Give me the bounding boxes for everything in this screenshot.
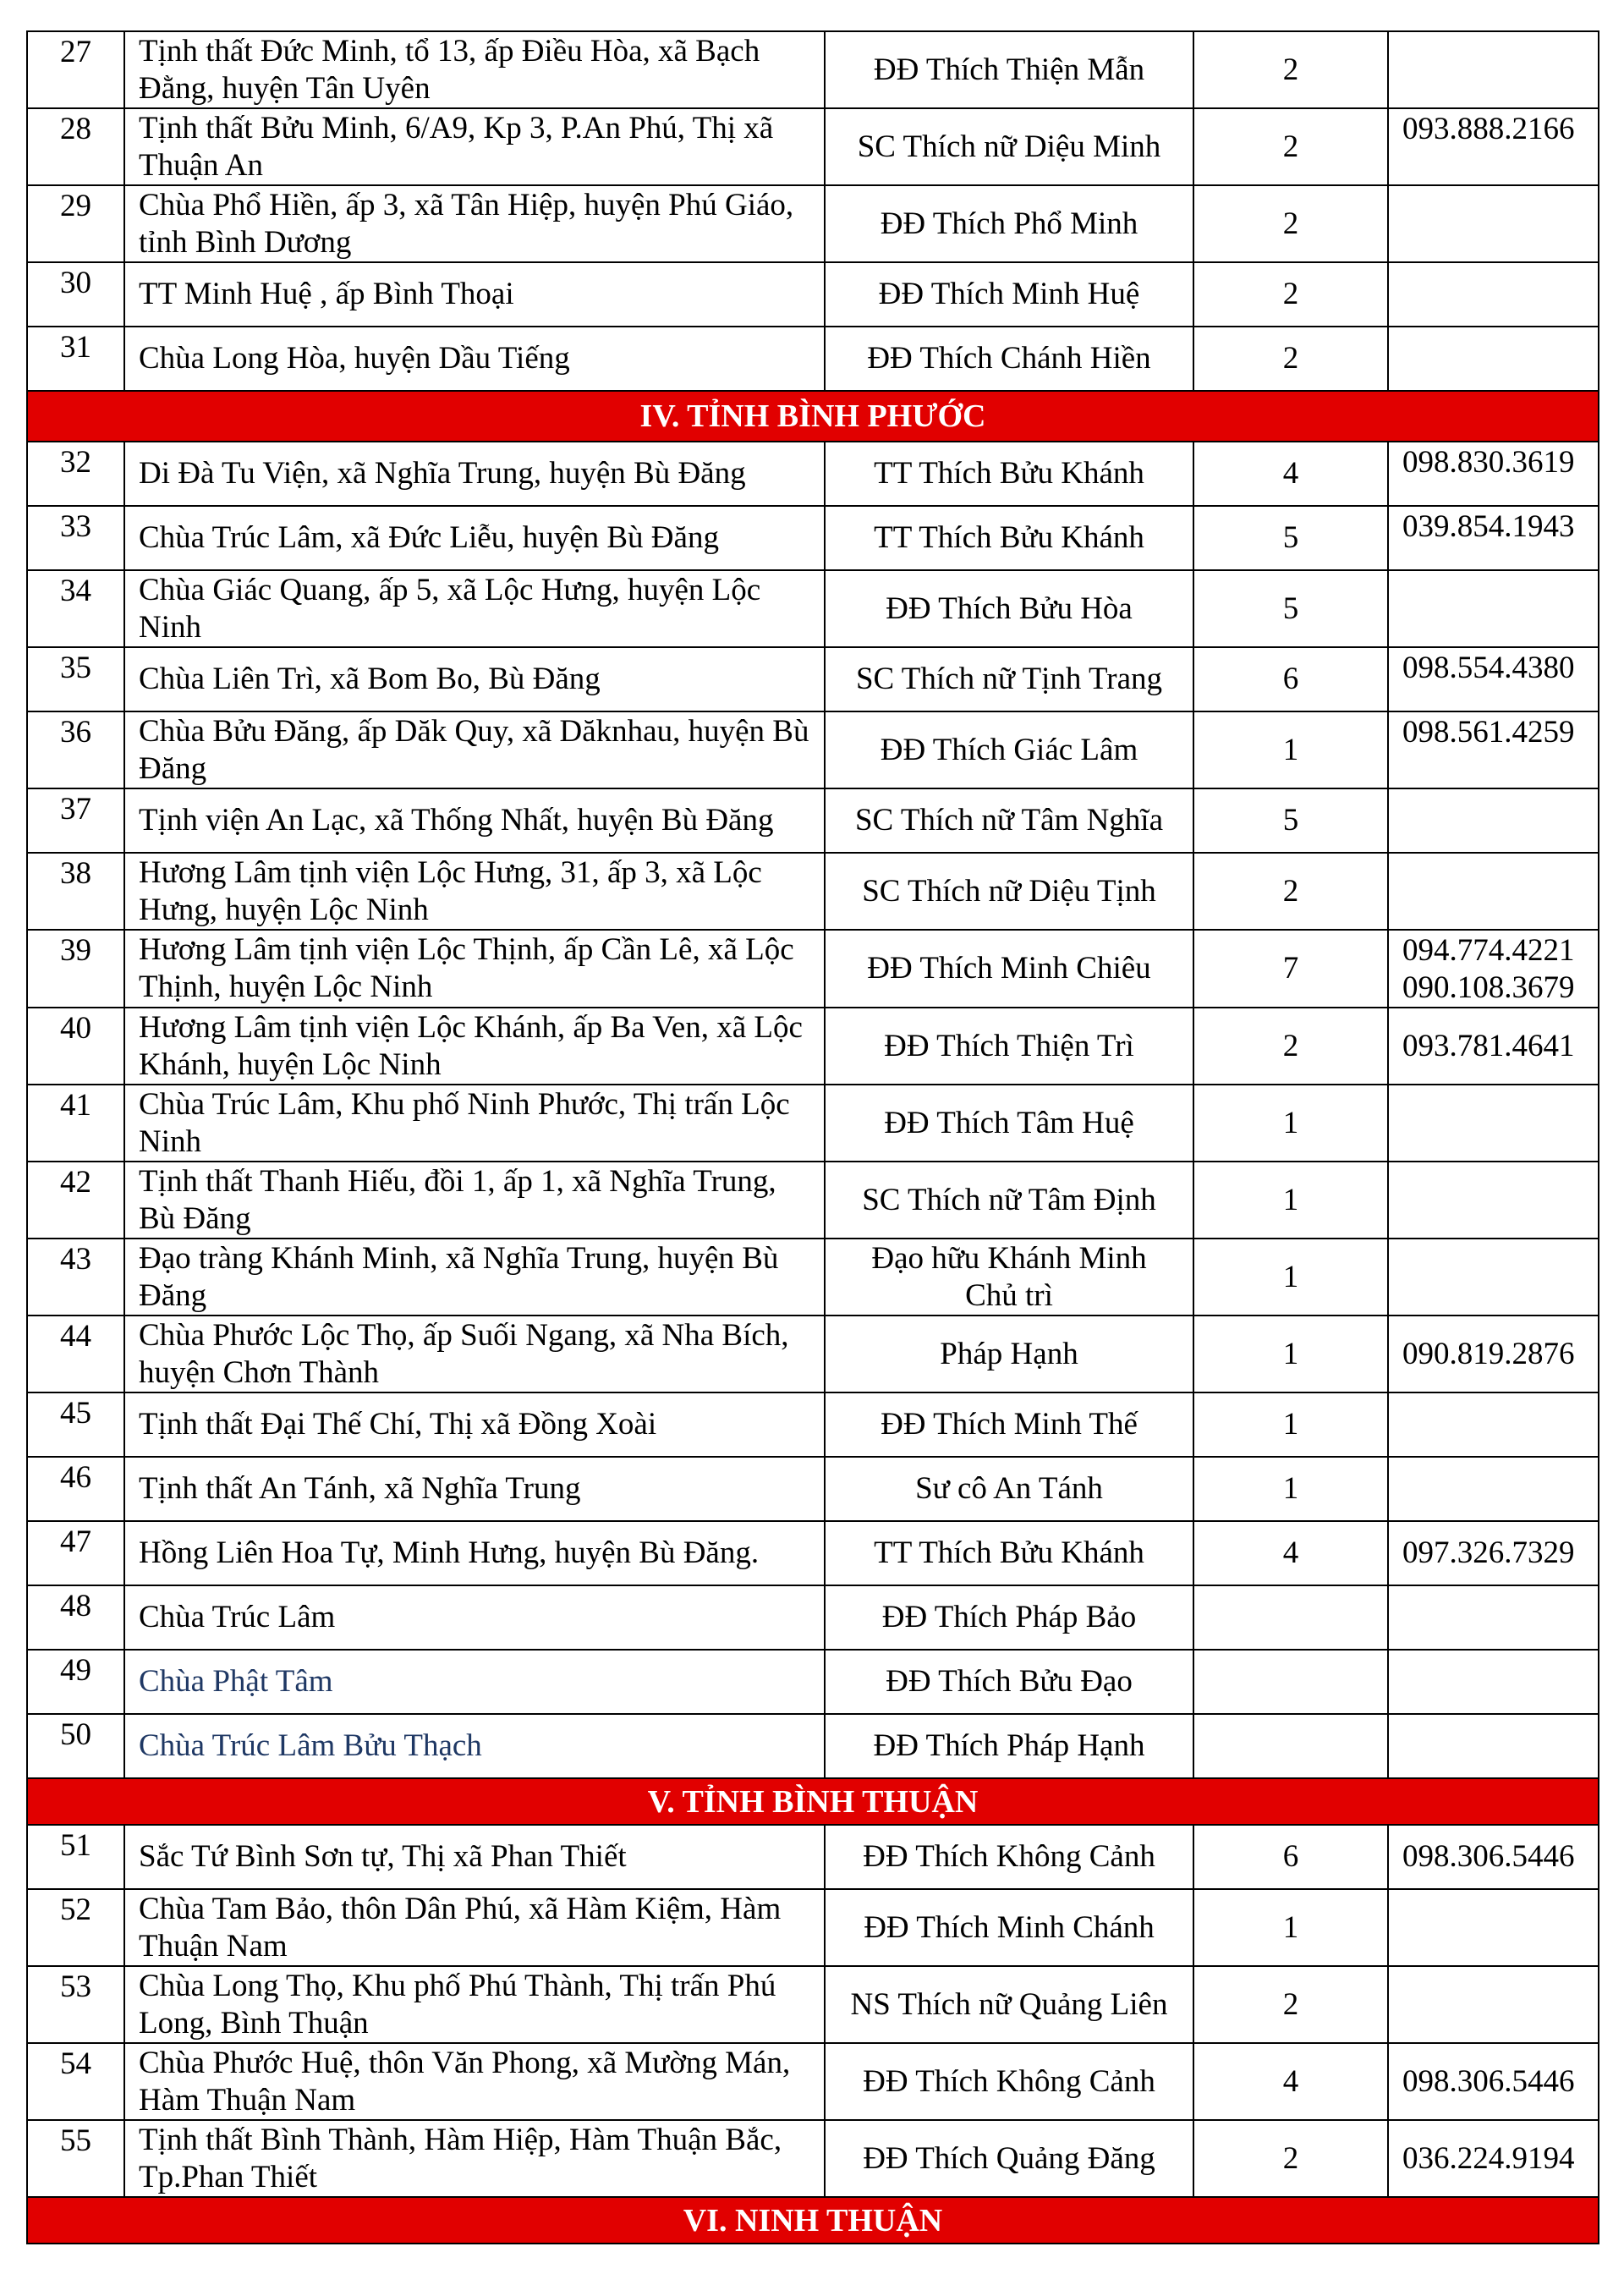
row-number: 30 <box>27 262 124 327</box>
temple-name: Hương Lâm tịnh viện Lộc Thịnh, ấp Cần Lê, xã Lộc Thịnh, huyện Lộc Ninh <box>124 930 825 1008</box>
phone <box>1388 327 1599 391</box>
table-row <box>27 2043 1599 2120</box>
row-number: 28 <box>27 108 124 185</box>
abbot-name: SC Thích nữ Tâm Nghĩa <box>825 788 1193 853</box>
abbot-name: Pháp Hạnh <box>825 1316 1193 1392</box>
table-row <box>27 1889 1599 1966</box>
abbot-name: ĐĐ Thích Pháp Hạnh <box>825 1714 1193 1778</box>
count: 5 <box>1193 506 1388 570</box>
count: 1 <box>1193 1162 1388 1239</box>
phone <box>1388 1650 1599 1714</box>
temple-name: Tịnh thất An Tánh, xã Nghĩa Trung <box>124 1457 825 1521</box>
temple-name: Chùa Phước Huệ, thôn Văn Phong, xã Mường Mán, Hàm Thuận Nam <box>124 2043 825 2120</box>
phone <box>1388 1585 1599 1650</box>
phone <box>1388 788 1599 853</box>
temple-table-body <box>27 31 1599 2244</box>
phone <box>1388 1392 1599 1457</box>
temple-name: Chùa Phổ Hiền, ấp 3, xã Tân Hiệp, huyện Phú Giáo, tỉnh Bình Dương <box>124 185 825 262</box>
table-row <box>27 1162 1599 1239</box>
abbot-name: ĐĐ Thích Thiện Mẫn <box>825 31 1193 108</box>
table-row <box>27 1316 1599 1392</box>
count: 6 <box>1193 647 1388 711</box>
count: 5 <box>1193 788 1388 853</box>
phone: 039.854.1943 <box>1388 506 1599 570</box>
phone <box>1388 570 1599 647</box>
table-row <box>27 1585 1599 1650</box>
temple-name: Hồng Liên Hoa Tự, Minh Hưng, huyện Bù Đăng. <box>124 1521 825 1585</box>
row-number: 40 <box>27 1008 124 1085</box>
table-row <box>27 185 1599 262</box>
row-number: 55 <box>27 2120 124 2197</box>
temple-name: Di Đà Tu Viện, xã Nghĩa Trung, huyện Bù Đăng <box>124 442 825 506</box>
phone <box>1388 1457 1599 1521</box>
table-row <box>27 327 1599 391</box>
row-number: 53 <box>27 1966 124 2043</box>
section-title: V. TỈNH BÌNH THUẬN <box>27 1778 1599 1825</box>
table-row <box>27 711 1599 788</box>
phone: 093.888.2166 <box>1388 108 1599 185</box>
count <box>1193 1585 1388 1650</box>
abbot-name: ĐĐ Thích Không Cảnh <box>825 2043 1193 2120</box>
temple-name: Chùa Bửu Đăng, ấp Dăk Quy, xã Dăknhau, huyện Bù Đăng <box>124 711 825 788</box>
phone <box>1388 1239 1599 1316</box>
table-row <box>27 2120 1599 2197</box>
temple-name: Đạo tràng Khánh Minh, xã Nghĩa Trung, huyện Bù Đăng <box>124 1239 825 1316</box>
count: 1 <box>1193 1239 1388 1316</box>
phone <box>1388 31 1599 108</box>
temple-name: Tịnh thất Bình Thành, Hàm Hiệp, Hàm Thuận Bắc, Tp.Phan Thiết <box>124 2120 825 2197</box>
abbot-name: Đạo hữu Khánh Minh Chủ trì <box>825 1239 1193 1316</box>
row-number: 44 <box>27 1316 124 1392</box>
count: 2 <box>1193 327 1388 391</box>
row-number: 35 <box>27 647 124 711</box>
row-number: 31 <box>27 327 124 391</box>
table-row <box>27 647 1599 711</box>
count: 1 <box>1193 1457 1388 1521</box>
phone <box>1388 1162 1599 1239</box>
temple-name: Chùa Liên Trì, xã Bom Bo, Bù Đăng <box>124 647 825 711</box>
count: 2 <box>1193 108 1388 185</box>
row-number: 52 <box>27 1889 124 1966</box>
temple-table <box>26 30 1599 2244</box>
count <box>1193 1650 1388 1714</box>
abbot-name: SC Thích nữ Tâm Định <box>825 1162 1193 1239</box>
phone <box>1388 1714 1599 1778</box>
row-number: 46 <box>27 1457 124 1521</box>
table-row <box>27 108 1599 185</box>
table-row <box>27 930 1599 1008</box>
temple-name: Tịnh thất Bửu Minh, 6/A9, Kp 3, P.An Phú, Thị xã Thuận An <box>124 108 825 185</box>
row-number: 45 <box>27 1392 124 1457</box>
abbot-name: TT Thích Bửu Khánh <box>825 1521 1193 1585</box>
temple-name: Chùa Phước Lộc Thọ, ấp Suối Ngang, xã Nha Bích, huyện Chơn Thành <box>124 1316 825 1392</box>
count: 6 <box>1193 1825 1388 1889</box>
section-header-binh-phuoc <box>27 391 1599 442</box>
phone <box>1388 853 1599 930</box>
temple-name: Chùa Long Thọ, Khu phố Phú Thành, Thị trấn Phú Long, Bình Thuận <box>124 1966 825 2043</box>
phone: 090.819.2876 <box>1388 1316 1599 1392</box>
abbot-name: ĐĐ Thích Quảng Đăng <box>825 2120 1193 2197</box>
row-number: 34 <box>27 570 124 647</box>
count: 2 <box>1193 262 1388 327</box>
count: 5 <box>1193 570 1388 647</box>
abbot-name: NS Thích nữ Quảng Liên <box>825 1966 1193 2043</box>
temple-name: Hương Lâm tịnh viện Lộc Khánh, ấp Ba Ven, xã Lộc Khánh, huyện Lộc Ninh <box>124 1008 825 1085</box>
abbot-name: SC Thích nữ Tịnh Trang <box>825 647 1193 711</box>
abbot-name: ĐĐ Thích Thiện Trì <box>825 1008 1193 1085</box>
phone: 098.554.4380 <box>1388 647 1599 711</box>
count: 4 <box>1193 2043 1388 2120</box>
temple-name: Sắc Tứ Bình Sơn tự, Thị xã Phan Thiết <box>124 1825 825 1889</box>
temple-name: Chùa Trúc Lâm, xã Đức Liễu, huyện Bù Đăng <box>124 506 825 570</box>
table-row <box>27 442 1599 506</box>
count: 1 <box>1193 711 1388 788</box>
row-number: 39 <box>27 930 124 1008</box>
count <box>1193 1714 1388 1778</box>
temple-name: Chùa Long Hòa, huyện Dầu Tiếng <box>124 327 825 391</box>
row-number: 33 <box>27 506 124 570</box>
count: 2 <box>1193 185 1388 262</box>
table-row <box>27 1008 1599 1085</box>
temple-name: Chùa Tam Bảo, thôn Dân Phú, xã Hàm Kiệm, Hàm Thuận Nam <box>124 1889 825 1966</box>
temple-name: TT Minh Huệ , ấp Bình Thoại <box>124 262 825 327</box>
row-number: 51 <box>27 1825 124 1889</box>
abbot-name: SC Thích nữ Diệu Minh <box>825 108 1193 185</box>
table-row <box>27 570 1599 647</box>
row-number: 50 <box>27 1714 124 1778</box>
row-number: 42 <box>27 1162 124 1239</box>
phone: 093.781.4641 <box>1388 1008 1599 1085</box>
row-number: 37 <box>27 788 124 853</box>
abbot-name: ĐĐ Thích Tâm Huệ <box>825 1085 1193 1162</box>
section-title: IV. TỈNH BÌNH PHƯỚC <box>27 391 1599 442</box>
row-number: 36 <box>27 711 124 788</box>
temple-name: Hương Lâm tịnh viện Lộc Hưng, 31, ấp 3, xã Lộc Hưng, huyện Lộc Ninh <box>124 853 825 930</box>
count: 2 <box>1193 31 1388 108</box>
table-row <box>27 506 1599 570</box>
abbot-name: TT Thích Bửu Khánh <box>825 442 1193 506</box>
table-row <box>27 262 1599 327</box>
table-row <box>27 1521 1599 1585</box>
count: 4 <box>1193 1521 1388 1585</box>
table-row <box>27 1457 1599 1521</box>
phone <box>1388 262 1599 327</box>
table-row <box>27 1966 1599 2043</box>
temple-name: Tịnh thất Đức Minh, tổ 13, ấp Điều Hòa, xã Bạch Đằng, huyện Tân Uyên <box>124 31 825 108</box>
table-row <box>27 788 1599 853</box>
abbot-name: ĐĐ Thích Chánh Hiền <box>825 327 1193 391</box>
abbot-name: SC Thích nữ Diệu Tịnh <box>825 853 1193 930</box>
abbot-name: ĐĐ Thích Phổ Minh <box>825 185 1193 262</box>
abbot-name: ĐĐ Thích Pháp Bảo <box>825 1585 1193 1650</box>
abbot-name: ĐĐ Thích Minh Chiêu <box>825 930 1193 1008</box>
count: 2 <box>1193 1008 1388 1085</box>
phone <box>1388 1889 1599 1966</box>
temple-name: Chùa Trúc Lâm Bửu Thạch <box>124 1714 825 1778</box>
count: 7 <box>1193 930 1388 1008</box>
temple-name: Chùa Giác Quang, ấp 5, xã Lộc Hưng, huyện Lộc Ninh <box>124 570 825 647</box>
temple-list-document <box>26 30 1598 2244</box>
section-header-binh-thuan <box>27 1778 1599 1825</box>
abbot-name: ĐĐ Thích Bửu Hòa <box>825 570 1193 647</box>
abbot-name: Sư cô An Tánh <box>825 1457 1193 1521</box>
phone: 098.306.5446 <box>1388 1825 1599 1889</box>
temple-name: Tịnh thất Đại Thế Chí, Thị xã Đồng Xoài <box>124 1392 825 1457</box>
row-number: 54 <box>27 2043 124 2120</box>
table-row <box>27 1239 1599 1316</box>
table-row <box>27 1825 1599 1889</box>
row-number: 27 <box>27 31 124 108</box>
phone <box>1388 1966 1599 2043</box>
abbot-name: ĐĐ Thích Giác Lâm <box>825 711 1193 788</box>
table-row <box>27 31 1599 108</box>
row-number: 47 <box>27 1521 124 1585</box>
row-number: 41 <box>27 1085 124 1162</box>
table-row <box>27 1085 1599 1162</box>
table-row <box>27 1392 1599 1457</box>
row-number: 49 <box>27 1650 124 1714</box>
phone: 097.326.7329 <box>1388 1521 1599 1585</box>
phone <box>1388 1085 1599 1162</box>
abbot-name: ĐĐ Thích Không Cảnh <box>825 1825 1193 1889</box>
temple-name: Chùa Phật Tâm <box>124 1650 825 1714</box>
phone: 098.830.3619 <box>1388 442 1599 506</box>
temple-name: Tịnh thất Thanh Hiếu, đồi 1, ấp 1, xã Nghĩa Trung, Bù Đăng <box>124 1162 825 1239</box>
count: 1 <box>1193 1316 1388 1392</box>
temple-name: Chùa Trúc Lâm, Khu phố Ninh Phước, Thị trấn Lộc Ninh <box>124 1085 825 1162</box>
table-row <box>27 853 1599 930</box>
abbot-name: ĐĐ Thích Minh Huệ <box>825 262 1193 327</box>
table-row <box>27 1714 1599 1778</box>
abbot-name: ĐĐ Thích Minh Thế <box>825 1392 1193 1457</box>
abbot-name: TT Thích Bửu Khánh <box>825 506 1193 570</box>
row-number: 43 <box>27 1239 124 1316</box>
phone: 098.306.5446 <box>1388 2043 1599 2120</box>
section-title: VI. NINH THUẬN <box>27 2197 1599 2244</box>
phone: 098.561.4259 <box>1388 711 1599 788</box>
row-number: 32 <box>27 442 124 506</box>
abbot-name: ĐĐ Thích Minh Chánh <box>825 1889 1193 1966</box>
row-number: 48 <box>27 1585 124 1650</box>
table-row <box>27 1650 1599 1714</box>
count: 1 <box>1193 1085 1388 1162</box>
temple-name: Tịnh viện An Lạc, xã Thống Nhất, huyện Bù Đăng <box>124 788 825 853</box>
temple-name: Chùa Trúc Lâm <box>124 1585 825 1650</box>
count: 1 <box>1193 1392 1388 1457</box>
count: 2 <box>1193 853 1388 930</box>
abbot-name: ĐĐ Thích Bửu Đạo <box>825 1650 1193 1714</box>
section-header-ninh-thuan <box>27 2197 1599 2244</box>
phone <box>1388 185 1599 262</box>
count: 2 <box>1193 1966 1388 2043</box>
row-number: 38 <box>27 853 124 930</box>
count: 2 <box>1193 2120 1388 2197</box>
count: 1 <box>1193 1889 1388 1966</box>
count: 4 <box>1193 442 1388 506</box>
phone: 036.224.9194 <box>1388 2120 1599 2197</box>
row-number: 29 <box>27 185 124 262</box>
phone: 094.774.4221 090.108.3679 <box>1388 930 1599 1008</box>
